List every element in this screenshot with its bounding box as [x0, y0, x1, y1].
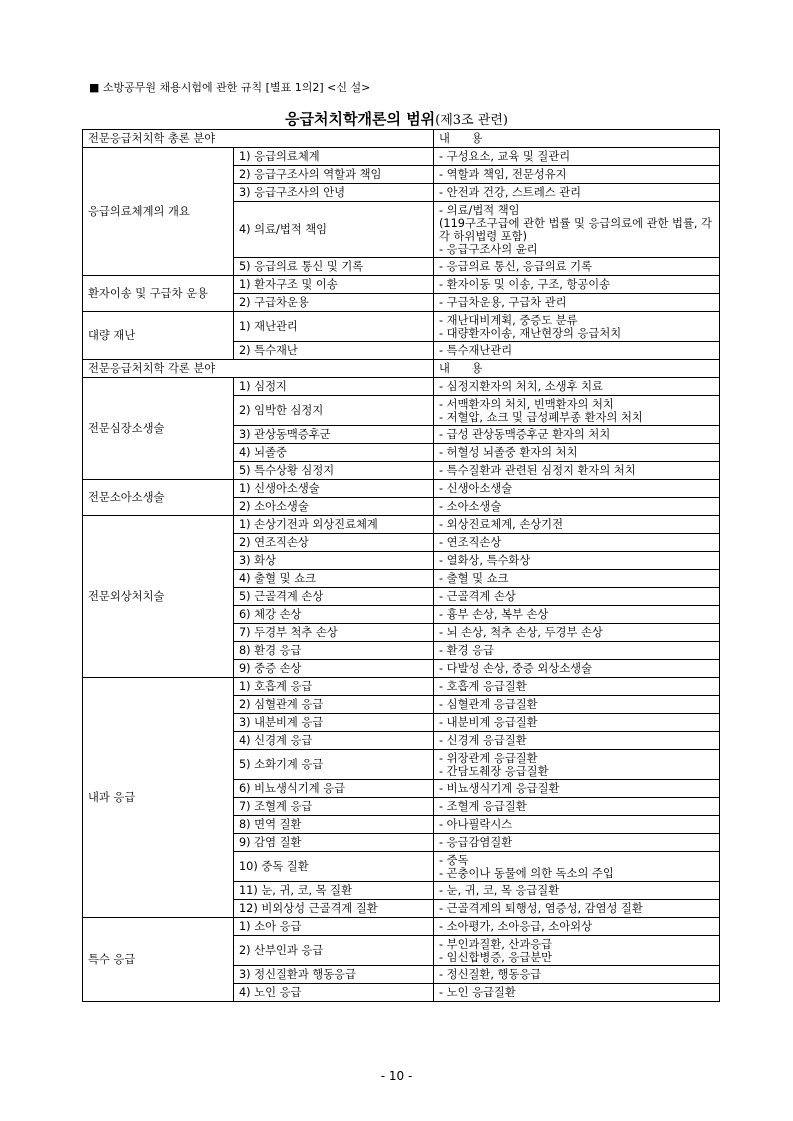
item-content	[434, 480, 720, 498]
item-name: 1) 환자구조 및 이송	[234, 276, 434, 294]
content-line: - 심정지환자의 처치, 소생후 치료	[439, 380, 603, 393]
content-line: - 뇌 손상, 척추 손상, 두경부 손상	[439, 626, 603, 639]
item-name: 5) 응급의료 통신 및 기록	[234, 258, 434, 276]
item-content	[434, 378, 720, 396]
item-content	[434, 342, 720, 360]
item-content	[434, 588, 720, 606]
item-content	[434, 882, 720, 900]
table-row	[83, 918, 720, 936]
item-content	[434, 642, 720, 660]
item-name: 1) 응급의료체계	[234, 148, 434, 166]
content-line: - 조혈계 응급질환	[439, 800, 527, 813]
content-line: - 환자이동 및 이송, 구조, 항공이송	[439, 278, 611, 291]
item-name: 1) 재난관리	[234, 312, 434, 342]
item-content	[434, 552, 720, 570]
item-name: 3) 화상	[234, 552, 434, 570]
content-line: - 위장관계 응급질환	[439, 751, 538, 765]
content-line: - 대량환자이송, 재난현장의 응급처치	[439, 326, 622, 340]
content-line: - 환경 응급	[439, 644, 494, 657]
item-name: 7) 조혈계 응급	[234, 798, 434, 816]
content-line: - 소아소생술	[439, 500, 502, 513]
document-title	[0, 108, 793, 129]
item-name: 2) 특수재난	[234, 342, 434, 360]
content-line: - 중독	[439, 853, 469, 867]
content-line: - 근골격계 손상	[439, 590, 516, 603]
item-content	[434, 312, 720, 342]
content-line: - 허혈성 뇌졸중 환자의 처치	[439, 446, 578, 459]
scope-table-body	[83, 130, 720, 1002]
item-content	[434, 294, 720, 312]
item-name: 12) 비외상성 근골격계 질환	[234, 900, 434, 918]
item-name: 2) 산부인과 응급	[234, 936, 434, 966]
item-content	[434, 258, 720, 276]
item-name: 7) 두경부 척추 손상	[234, 624, 434, 642]
item-content	[434, 966, 720, 984]
section-content-label: 내 용	[434, 130, 720, 148]
page-number: - 10 -	[380, 1069, 413, 1083]
item-content	[434, 276, 720, 294]
item-name: 1) 손상기전과 외상진료체계	[234, 516, 434, 534]
content-line: - 특수재난관리	[439, 344, 513, 357]
content-line: - 구급차운용, 구급차 관리	[439, 296, 567, 309]
field-name: 전문소아소생술	[83, 480, 234, 516]
field-name: 환자이송 및 구급차 운용	[83, 276, 234, 312]
item-content	[434, 516, 720, 534]
section-label: 전문응급처치학 각론 분야	[83, 360, 434, 378]
item-name: 6) 체강 손상	[234, 606, 434, 624]
content-line: - 다발성 손상, 중증 외상소생술	[439, 662, 593, 675]
item-content	[434, 696, 720, 714]
item-name: 1) 심정지	[234, 378, 434, 396]
item-name: 2) 심혈관계 응급	[234, 696, 434, 714]
content-line: - 연조직손상	[439, 536, 502, 549]
item-name: 2) 임박한 심정지	[234, 396, 434, 426]
item-content	[434, 714, 720, 732]
content-line: - 응급감염질환	[439, 836, 513, 849]
item-name: 5) 소화기계 응급	[234, 750, 434, 780]
content-line: - 임신합병증, 응급분만	[439, 950, 553, 964]
item-content	[434, 816, 720, 834]
item-name: 5) 근골격계 손상	[234, 588, 434, 606]
content-line: (119구조구급에 관한 법률 및 응급의료에 관한 법률, 각각 하위법령 포함)	[439, 216, 712, 243]
item-name: 5) 특수상황 심정지	[234, 462, 434, 480]
content-line: - 흉부 손상, 복부 손상	[439, 608, 549, 621]
item-name: 2) 연조직손상	[234, 534, 434, 552]
item-name: 1) 호흡계 응급	[234, 678, 434, 696]
content-line: - 급성 관상동맥증후군 환자의 처치	[439, 428, 611, 441]
section-content-label: 내 용	[434, 360, 720, 378]
field-name: 특수 응급	[83, 918, 234, 1002]
content-line: - 노인 응급질환	[439, 986, 516, 999]
square-bullet-icon: ■	[89, 81, 100, 94]
table-row	[83, 516, 720, 534]
scope-table	[82, 129, 720, 1002]
field-name: 내과 응급	[83, 678, 234, 918]
content-line: - 출혈 및 쇼크	[439, 572, 509, 585]
section-header-row	[83, 130, 720, 148]
item-content	[434, 426, 720, 444]
item-content	[434, 166, 720, 184]
item-content	[434, 852, 720, 882]
item-content	[434, 462, 720, 480]
item-name: 1) 신생아소생술	[234, 480, 434, 498]
item-content	[434, 798, 720, 816]
item-content	[434, 918, 720, 936]
item-name: 4) 출혈 및 쇼크	[234, 570, 434, 588]
item-content	[434, 678, 720, 696]
item-name: 4) 의료/법적 책임	[234, 202, 434, 258]
item-content	[434, 732, 720, 750]
content-line: - 서맥환자의 처치, 빈맥환자의 처치	[439, 397, 614, 411]
item-name: 2) 소아소생술	[234, 498, 434, 516]
item-content	[434, 570, 720, 588]
content-line: - 응급의료 통신, 응급의료 기록	[439, 260, 593, 273]
item-content	[434, 148, 720, 166]
item-name: 3) 내분비계 응급	[234, 714, 434, 732]
field-name: 전문외상처치술	[83, 516, 234, 678]
item-name: 8) 면역 질환	[234, 816, 434, 834]
title-main: 응급처치학개론의 범위	[285, 110, 436, 128]
content-line: - 곤충이나 동물에 의한 독소의 주입	[439, 866, 614, 880]
item-content	[434, 202, 720, 258]
item-name: 11) 눈, 귀, 코, 목 질환	[234, 882, 434, 900]
content-line: - 부인과질환, 산과응급	[439, 937, 553, 951]
content-line: - 의료/법적 책임	[439, 203, 520, 217]
content-line: - 특수질환과 관련된 심정지 환자의 처치	[439, 464, 636, 477]
table-row	[83, 148, 720, 166]
content-line: - 안전과 건강, 스트레스 관리	[439, 186, 582, 199]
table-row	[83, 276, 720, 294]
content-line: - 구성요소, 교육 및 질관리	[439, 150, 571, 163]
section-header-row	[83, 360, 720, 378]
content-line: - 저혈압, 쇼크 및 급성폐부종 환자의 처치	[439, 410, 643, 424]
item-content	[434, 984, 720, 1002]
item-name: 8) 환경 응급	[234, 642, 434, 660]
item-name: 6) 비뇨생식기계 응급	[234, 780, 434, 798]
item-content	[434, 780, 720, 798]
item-content	[434, 750, 720, 780]
regulation-header	[89, 79, 370, 95]
content-line: - 신생아소생술	[439, 482, 513, 495]
field-name: 응급의료체계의 개요	[83, 148, 234, 276]
content-line: - 간담도췌장 응급질환	[439, 764, 549, 778]
content-line: - 외상진료체계, 손상기전	[439, 518, 563, 531]
content-line: - 비뇨생식기계 응급질환	[439, 782, 560, 795]
item-content	[434, 606, 720, 624]
table-row	[83, 480, 720, 498]
item-name: 1) 소아 응급	[234, 918, 434, 936]
content-line: - 응급구조사의 윤리	[439, 242, 538, 256]
content-line: - 근골격계의 퇴행성, 염증성, 감염성 질환	[439, 902, 643, 915]
content-line: - 역할과 책임, 전문성유지	[439, 168, 567, 181]
content-line: - 열화상, 특수화상	[439, 554, 531, 567]
table-row	[83, 678, 720, 696]
item-content	[434, 936, 720, 966]
item-name: 2) 구급차운용	[234, 294, 434, 312]
title-sub: (제3조 관련)	[435, 113, 508, 128]
item-content	[434, 534, 720, 552]
item-name: 3) 정신질환과 행동응급	[234, 966, 434, 984]
content-line: - 소아평가, 소아응급, 소아외상	[439, 920, 593, 933]
item-name: 4) 노인 응급	[234, 984, 434, 1002]
item-name: 3) 응급구조사의 안녕	[234, 184, 434, 202]
item-name: 4) 뇌졸중	[234, 444, 434, 462]
item-content	[434, 396, 720, 426]
content-line: - 심혈관계 응급질환	[439, 698, 538, 711]
content-line: - 내분비계 응급질환	[439, 716, 538, 729]
item-content	[434, 498, 720, 516]
content-line: - 재난대비계획, 중증도 분류	[439, 313, 578, 327]
item-name: 9) 중증 손상	[234, 660, 434, 678]
content-line: - 눈, 귀, 코, 목 응급질환	[439, 884, 560, 897]
table-row	[83, 312, 720, 342]
item-content	[434, 834, 720, 852]
item-content	[434, 900, 720, 918]
regulation-header-text: 소방공무원 채용시험에 관한 규칙 [별표 1의2] <신 설>	[102, 81, 371, 94]
content-line: - 정신질환, 행동응급	[439, 968, 542, 981]
content-line: - 호흡계 응급질환	[439, 680, 527, 693]
field-name: 대량 재난	[83, 312, 234, 360]
item-name: 10) 중독 질환	[234, 852, 434, 882]
item-name: 4) 신경계 응급	[234, 732, 434, 750]
item-content	[434, 444, 720, 462]
field-name: 전문심장소생술	[83, 378, 234, 480]
section-label: 전문응급처치학 총론 분야	[83, 130, 434, 148]
item-content	[434, 624, 720, 642]
content-line: - 아나필락시스	[439, 818, 513, 831]
item-content	[434, 660, 720, 678]
table-row	[83, 378, 720, 396]
item-content	[434, 184, 720, 202]
item-name: 9) 감염 질환	[234, 834, 434, 852]
item-name: 3) 관상동맥증후군	[234, 426, 434, 444]
content-line: - 신경계 응급질환	[439, 734, 527, 747]
item-name: 2) 응급구조사의 역할과 책임	[234, 166, 434, 184]
